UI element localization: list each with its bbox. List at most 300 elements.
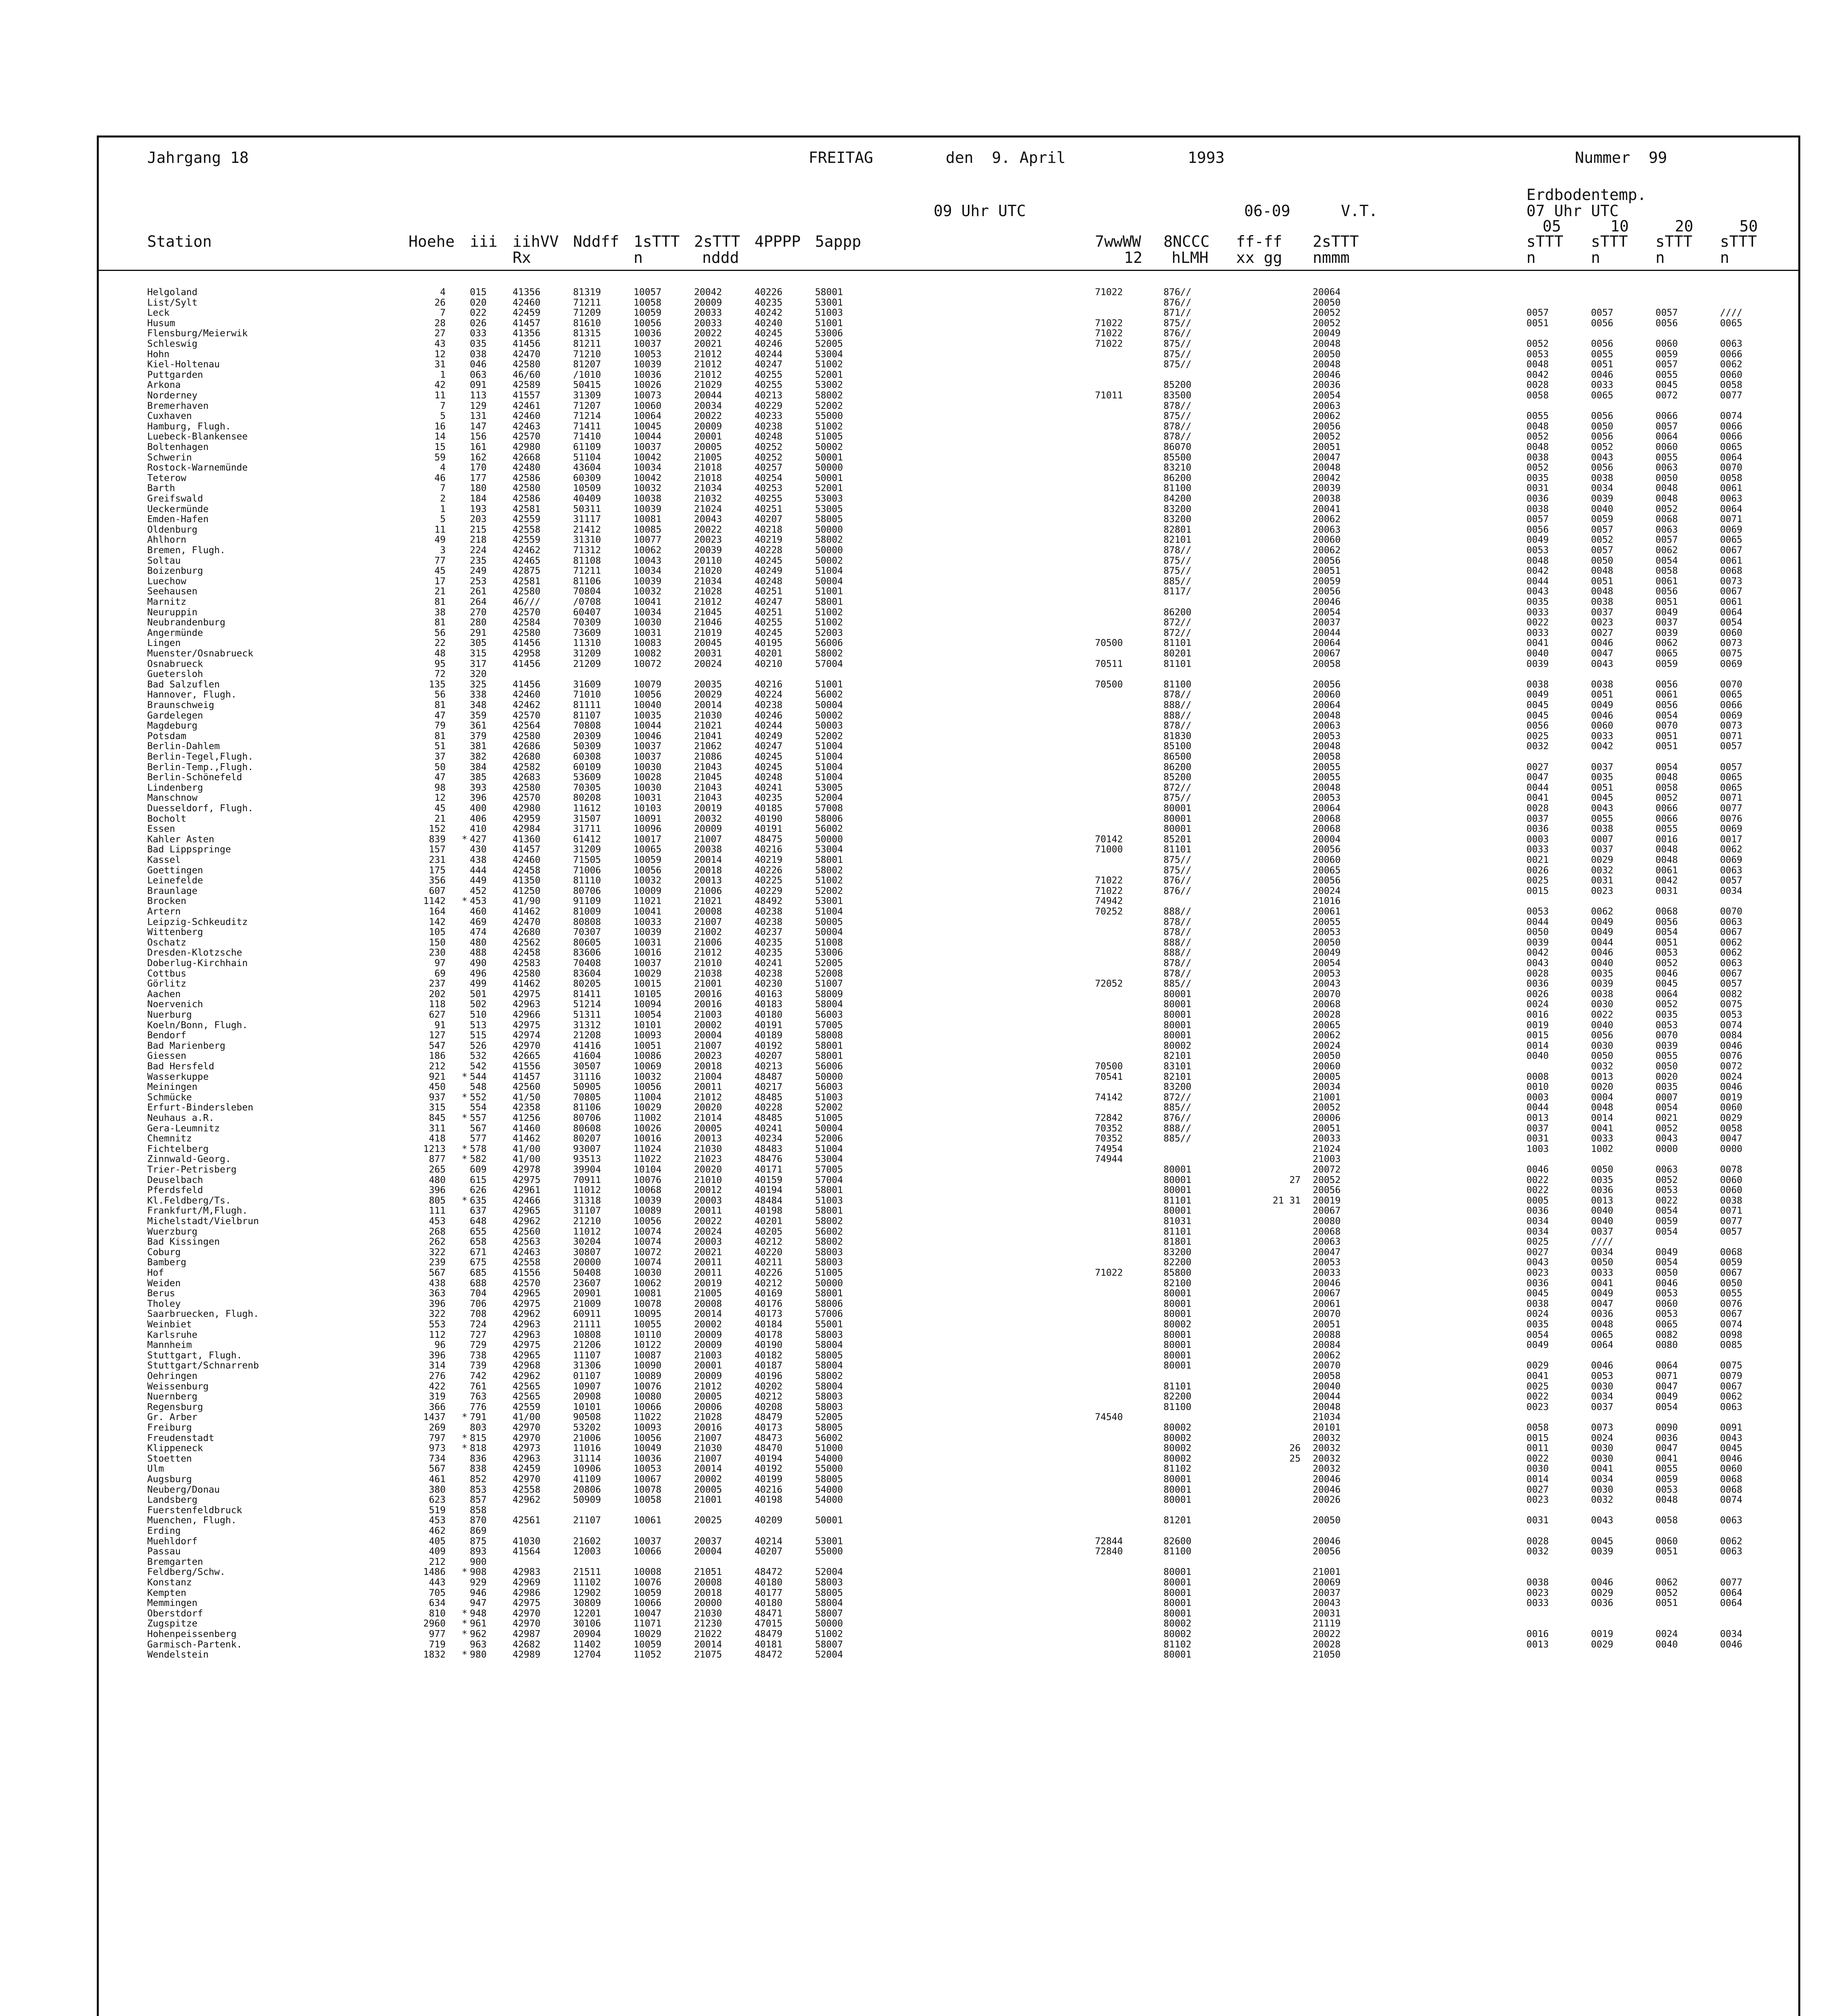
station-name: Frankfurt/M,Flugh.: [147, 1206, 248, 1216]
elevation: 81: [434, 597, 446, 607]
soil-temp-20: 0061: [1656, 689, 1678, 700]
group-8nccc: 82600: [1163, 1536, 1192, 1547]
soil-temp-20: 0053: [1656, 1288, 1678, 1299]
soil-temp-10: 0065: [1591, 390, 1614, 401]
table-row: [99, 752, 1798, 762]
group-vt-2sttt: 20052: [1313, 1175, 1341, 1185]
group-iihvv: 42961: [513, 1185, 541, 1196]
group-4pppp: 48483: [755, 1143, 783, 1154]
group-iihvv: 42466: [513, 1195, 541, 1206]
soil-temp-10: 0020: [1591, 1082, 1614, 1093]
soil-temp-50: 0077: [1720, 390, 1743, 401]
group-4pppp: 40210: [755, 658, 783, 669]
soil-temp-05: 0038: [1526, 452, 1549, 463]
col-ffff: ff-ff: [1236, 233, 1282, 250]
soil-temp-20: 0056: [1656, 679, 1678, 690]
group-iihvv: 42970: [513, 1474, 541, 1485]
soil-temp-20: 0051: [1656, 937, 1678, 948]
soil-temp-20: 0070: [1656, 1030, 1678, 1041]
elevation: 142: [429, 916, 446, 927]
group-2sttt: 20045: [694, 638, 722, 649]
group-5appp: 50000: [815, 1278, 843, 1289]
station-name: Muenster/Osnabrueck: [147, 648, 254, 659]
soil-temp-05: 0005: [1526, 1195, 1549, 1206]
group-4pppp: 40226: [755, 865, 783, 876]
soil-temp-10: 0057: [1591, 524, 1614, 535]
group-8nccc: 875//: [1163, 566, 1192, 577]
soil-temp-10: 0049: [1591, 927, 1614, 938]
group-8nccc: 80001: [1163, 1010, 1192, 1020]
table-row: [99, 360, 1798, 370]
group-4pppp: 40208: [755, 1402, 783, 1412]
group-iihvv: 42970: [513, 1040, 541, 1051]
station-name: Ulm: [147, 1464, 164, 1475]
station-name: Teterow: [147, 473, 186, 483]
group-1sttt: 10032: [634, 483, 662, 494]
soil-temp-10: 0046: [1591, 710, 1614, 721]
table-row: [99, 1475, 1798, 1485]
group-nddff: 31209: [573, 648, 601, 659]
group-8nccc: 875//: [1163, 318, 1192, 329]
soil-temp-10: 0056: [1591, 462, 1614, 473]
soil-temp-50: 0057: [1720, 1226, 1743, 1237]
group-2sttt: 21034: [694, 483, 722, 494]
soil-temp-50: 0067: [1720, 586, 1743, 597]
soil-temp-05: 0034: [1526, 1226, 1549, 1237]
soil-temp-50: 0060: [1720, 1102, 1743, 1113]
table-row: [99, 1640, 1798, 1650]
soil-temp-05: 0038: [1526, 1577, 1549, 1588]
group-8nccc: 80001: [1163, 1587, 1192, 1598]
soil-temp-10: 0030: [1591, 1381, 1614, 1392]
soil-temp-05: 0039: [1526, 658, 1549, 669]
soil-temp-10: 0047: [1591, 1298, 1614, 1309]
group-vt-2sttt: 20063: [1313, 721, 1341, 731]
station-index: 858: [470, 1505, 487, 1516]
group-vt-2sttt: 20064: [1313, 803, 1341, 814]
elevation: 157: [429, 844, 446, 855]
station-index: 510: [470, 1010, 487, 1020]
station-name: Oldenburg: [147, 524, 198, 535]
group-2sttt: 21051: [694, 1567, 722, 1578]
group-vt-2sttt: 20053: [1313, 731, 1341, 741]
station-name: Stoetten: [147, 1453, 192, 1464]
soil-temp-50: 0061: [1720, 597, 1743, 607]
soil-temp-05: 0022: [1526, 1185, 1549, 1196]
soil-temp-05: 0056: [1526, 721, 1549, 731]
group-vt-2sttt: 20033: [1313, 1268, 1341, 1278]
station-index: 184: [470, 494, 487, 504]
station-index: 147: [470, 421, 487, 432]
station-index: 761: [470, 1381, 487, 1392]
station-index: 893: [470, 1546, 487, 1557]
station-index: 129: [470, 400, 487, 411]
soil-temp-10: 0038: [1591, 824, 1614, 835]
soil-temp-20: 0052: [1656, 1175, 1678, 1185]
station-name: Leinefelde: [147, 875, 203, 886]
elevation: 453: [429, 1515, 446, 1526]
soil-temp-20: 0047: [1656, 1443, 1678, 1454]
group-iihvv: 42686: [513, 741, 541, 752]
station-index: 946: [470, 1587, 487, 1598]
group-5appp: 51004: [815, 772, 843, 783]
group-iihvv: 42970: [513, 1608, 541, 1619]
soil-temp-10: 0050: [1591, 1257, 1614, 1268]
soil-temp-05: 0029: [1526, 1360, 1549, 1371]
group-1sttt: 10081: [634, 1288, 662, 1299]
group-5appp: 53001: [815, 896, 843, 907]
station-name: Konstanz: [147, 1577, 192, 1588]
station-index: 852: [470, 1474, 487, 1485]
soil-temp-20: 0059: [1656, 1216, 1678, 1227]
elevation: 1213: [423, 1143, 446, 1154]
group-2sttt: 21034: [694, 576, 722, 587]
group-nddff: 81211: [573, 339, 601, 349]
table-row: [99, 566, 1798, 576]
station-index: 738: [470, 1350, 487, 1361]
group-nddff: 71207: [573, 400, 601, 411]
soil-temp-50: 0077: [1720, 1216, 1743, 1227]
group-4pppp: 40245: [755, 627, 783, 638]
soil-temp-20: 0048: [1656, 844, 1678, 855]
group-4pppp: 40249: [755, 731, 783, 741]
soil-temp-05: 0028: [1526, 968, 1549, 979]
soil-temp-20: 0051: [1656, 1546, 1678, 1557]
group-nddff: 81110: [573, 875, 601, 886]
group-5appp: 53001: [815, 297, 843, 308]
group-8nccc: 80001: [1163, 1340, 1192, 1351]
table-row: [99, 525, 1798, 535]
group-iihvv: 42962: [513, 1309, 541, 1320]
group-8nccc: 82101: [1163, 1071, 1192, 1082]
table-row: [99, 504, 1798, 514]
group-vt-2sttt: 20037: [1313, 617, 1341, 628]
station-name: Bad Lippspringe: [147, 844, 231, 855]
group-5appp: 50004: [815, 1123, 843, 1134]
mountain-mark: *: [462, 1195, 467, 1206]
group-8nccc: 80001: [1163, 1495, 1192, 1506]
group-iihvv: 42980: [513, 803, 541, 814]
group-2sttt: 20004: [694, 1546, 722, 1557]
group-8nccc: 885//: [1163, 979, 1192, 989]
station-index: 430: [470, 844, 487, 855]
group-5appp: 57008: [815, 803, 843, 814]
group-2sttt: 20019: [694, 1278, 722, 1289]
soil-temp-50: 0064: [1720, 504, 1743, 514]
station-name: Aachen: [147, 989, 181, 1000]
group-8nccc: 80001: [1163, 1298, 1192, 1309]
table-row: [99, 700, 1798, 710]
table-row: [99, 1392, 1798, 1402]
group-8nccc: 878//: [1163, 916, 1192, 927]
table-row: [99, 1402, 1798, 1412]
station-name: Boltenhagen: [147, 442, 209, 452]
soil-temp-50: 0019: [1720, 1092, 1743, 1103]
group-8nccc: 80001: [1163, 1360, 1192, 1371]
table-row: [99, 308, 1798, 318]
station-name: Goettingen: [147, 865, 203, 876]
group-5appp: 58001: [815, 287, 843, 298]
station-name: Helgoland: [147, 287, 198, 298]
group-nddff: 30807: [573, 1247, 601, 1258]
group-1sttt: 10065: [634, 844, 662, 855]
group-4pppp: 40212: [755, 1278, 783, 1289]
group-1sttt: 10034: [634, 566, 662, 577]
soil-temp-05: 0022: [1526, 1391, 1549, 1402]
group-vt-2sttt: 20061: [1313, 906, 1341, 917]
group-2sttt: 20016: [694, 989, 722, 1000]
soil-temp-20: 0048: [1656, 494, 1678, 504]
group-1sttt: 10096: [634, 824, 662, 835]
group-vt-2sttt: 20068: [1313, 824, 1341, 835]
station-index: 615: [470, 1175, 487, 1185]
group-5appp: 58006: [815, 813, 843, 824]
station-name: Bad Hersfeld: [147, 1061, 215, 1072]
soil-temp-05: 0021: [1526, 855, 1549, 865]
soil-temp-20: 0058: [1656, 1515, 1678, 1526]
group-4pppp: 40255: [755, 617, 783, 628]
soil-temp-10: 0046: [1591, 1360, 1614, 1371]
group-vt-2sttt: 20043: [1313, 1598, 1341, 1609]
group-4pppp: 40190: [755, 1340, 783, 1351]
group-4pppp: 48472: [755, 1567, 783, 1578]
station-index: 948: [470, 1608, 487, 1619]
table-row: [99, 514, 1798, 525]
group-nddff: 40409: [573, 494, 601, 504]
group-2sttt: 21043: [694, 762, 722, 773]
soil-temp-20: 0049: [1656, 607, 1678, 618]
group-vt-2sttt: 20042: [1313, 473, 1341, 483]
soil-temp-50: 0063: [1720, 865, 1743, 876]
group-4pppp: 40163: [755, 989, 783, 1000]
table-row: [99, 1464, 1798, 1474]
station-name: Muehldorf: [147, 1536, 198, 1547]
group-2sttt: 21004: [694, 1071, 722, 1082]
soil-temp-20: 0042: [1656, 875, 1678, 886]
table-row: [99, 680, 1798, 690]
group-vt-2sttt: 20065: [1313, 1020, 1341, 1031]
soil-temp-10: 0039: [1591, 1546, 1614, 1557]
elevation: 607: [429, 885, 446, 896]
soil-temp-05: 0036: [1526, 824, 1549, 835]
group-nddff: 21210: [573, 1216, 601, 1227]
elevation: 97: [434, 958, 446, 968]
elevation: 21: [434, 813, 446, 824]
soil-temp-20: 0070: [1656, 721, 1678, 731]
group-8nccc: 81100: [1163, 679, 1192, 690]
station-index: 548: [470, 1082, 487, 1093]
soil-temp-20: 0052: [1656, 958, 1678, 968]
group-vt-2sttt: 20062: [1313, 1030, 1341, 1041]
group-ffff: 26: [1289, 1443, 1301, 1454]
group-1sttt: 10074: [634, 1237, 662, 1248]
station-name: Berlin-Temp.,Flugh.: [147, 762, 254, 773]
table-row: [99, 1547, 1798, 1557]
station-name: Puttgarden: [147, 369, 203, 380]
group-4pppp: 48476: [755, 1154, 783, 1165]
group-5appp: 56006: [815, 1061, 843, 1072]
group-8nccc: 80002: [1163, 1422, 1192, 1433]
group-2sttt: 20031: [694, 648, 722, 659]
soil-temp-50: 0082: [1720, 989, 1743, 1000]
elevation: 3: [440, 545, 446, 556]
group-vt-2sttt: 20088: [1313, 1329, 1341, 1340]
soil-temp-05: 0028: [1526, 803, 1549, 814]
soil-temp-50: 0046: [1720, 1639, 1743, 1650]
group-2sttt: 20001: [694, 1360, 722, 1371]
group-4pppp: 40229: [755, 400, 783, 411]
table-row: [99, 463, 1798, 473]
soil-temp-05: 0014: [1526, 1474, 1549, 1485]
soil-temp-20: 0054: [1656, 762, 1678, 773]
soil-temp-50: 0067: [1720, 968, 1743, 979]
station-name: Wittenberg: [147, 927, 203, 938]
station-index: 444: [470, 865, 487, 876]
group-iihvv: 42984: [513, 824, 541, 835]
soil-temp-10: 0062: [1591, 906, 1614, 917]
elevation: 79: [434, 721, 446, 731]
group-nddff: 31507: [573, 813, 601, 824]
group-7wwww: 71022: [1095, 875, 1123, 886]
group-iihvv: 42558: [513, 1484, 541, 1495]
soil-temp-50: 0067: [1720, 1309, 1743, 1320]
elevation: 418: [429, 1133, 446, 1144]
station-name: Luebeck-Blankensee: [147, 431, 248, 442]
station-name: Michelstadt/Vielbrun: [147, 1216, 259, 1227]
group-7wwww: 72052: [1095, 979, 1123, 989]
station-name: Augsburg: [147, 1474, 192, 1485]
group-2sttt: 20033: [694, 318, 722, 329]
group-1sttt: 10066: [634, 1598, 662, 1609]
soil-temp-10: 0051: [1591, 689, 1614, 700]
soil-temp-50: 0067: [1720, 1381, 1743, 1392]
group-nddff: 80808: [573, 916, 601, 927]
group-nddff: 71312: [573, 545, 601, 556]
group-vt-2sttt: 20046: [1313, 1536, 1341, 1547]
group-4pppp: 40189: [755, 1030, 783, 1041]
soil-temp-20: 0045: [1656, 380, 1678, 391]
group-1sttt: 10039: [634, 927, 662, 938]
station-name: Cuxhaven: [147, 411, 192, 422]
elevation: 322: [429, 1309, 446, 1320]
group-5appp: 50000: [815, 834, 843, 845]
group-8nccc: 875//: [1163, 349, 1192, 360]
table-row: [99, 1051, 1798, 1061]
group-nddff: 10509: [573, 483, 601, 494]
group-8nccc: 872//: [1163, 1092, 1192, 1103]
station-name: Bad Marienberg: [147, 1040, 225, 1051]
group-nddff: 71410: [573, 431, 601, 442]
group-4pppp: 40248: [755, 576, 783, 587]
elevation: 59: [434, 452, 446, 463]
soil-temp-50: 0062: [1720, 1536, 1743, 1547]
station-name: Muenchen, Flugh.: [147, 1515, 237, 1526]
group-5appp: 53005: [815, 504, 843, 514]
group-1sttt: 10055: [634, 1319, 662, 1330]
col-vt-sttt: 2sTTT: [1313, 233, 1359, 250]
soil-temp-20: 0054: [1656, 1402, 1678, 1412]
table-row: [99, 814, 1798, 824]
group-5appp: 51002: [815, 1629, 843, 1639]
table-row: [99, 773, 1798, 783]
mountain-mark: *: [462, 1154, 467, 1165]
soil-temp-05: 0023: [1526, 1268, 1549, 1278]
table-row: [99, 391, 1798, 401]
soil-temp-10: 0030: [1591, 1040, 1614, 1051]
table-row: [99, 1062, 1798, 1072]
soil-temp-10: 0040: [1591, 958, 1614, 968]
group-5appp: 55000: [815, 411, 843, 422]
table-row: [99, 866, 1798, 876]
station-index: 513: [470, 1020, 487, 1031]
group-vt-2sttt: 20062: [1313, 411, 1341, 422]
elevation: 845: [429, 1113, 446, 1123]
group-vt-2sttt: 20056: [1313, 679, 1341, 690]
soil-temp-05: 0035: [1526, 473, 1549, 483]
table-row: [99, 917, 1798, 927]
group-iihvv: 42974: [513, 1030, 541, 1041]
group-nddff: 71505: [573, 855, 601, 865]
group-1sttt: 10039: [634, 504, 662, 514]
group-nddff: 71006: [573, 865, 601, 876]
group-iihvv: 41462: [513, 906, 541, 917]
station-name: Guetersloh: [147, 669, 203, 680]
group-nddff: 10906: [573, 1464, 601, 1475]
group-7wwww: 71011: [1095, 390, 1123, 401]
soil-temp-05: 0043: [1526, 958, 1549, 968]
soil-temp-20: 0056: [1656, 916, 1678, 927]
soil-temp-05: 0057: [1526, 308, 1549, 319]
group-2sttt: 20002: [694, 1020, 722, 1031]
elevation: 937: [429, 1092, 446, 1103]
soil-temp-50: 0070: [1720, 462, 1743, 473]
group-1sttt: 10044: [634, 721, 662, 731]
soil-temp-20: 0055: [1656, 452, 1678, 463]
table-row: [99, 969, 1798, 979]
group-2sttt: 21019: [694, 627, 722, 638]
group-5appp: 55000: [815, 1464, 843, 1475]
group-nddff: 81207: [573, 359, 601, 370]
group-iihvv: 42580: [513, 627, 541, 638]
table-row: [99, 1020, 1798, 1031]
soil-temp-20: 0058: [1656, 566, 1678, 577]
station-name: Nuerburg: [147, 1010, 192, 1020]
table-row: [99, 329, 1798, 339]
group-1sttt: 10057: [634, 287, 662, 298]
table-row: [99, 1454, 1798, 1464]
soil-temp-50: 0063: [1720, 958, 1743, 968]
col-soil-sttt-10: sTTT: [1591, 233, 1628, 250]
station-index: 091: [470, 380, 487, 391]
group-8nccc: 81101: [1163, 1195, 1192, 1206]
group-1sttt: 11002: [634, 1113, 662, 1123]
elevation: 26: [434, 297, 446, 308]
group-2sttt: 21007: [694, 1433, 722, 1443]
soil-temp-10: 0052: [1591, 535, 1614, 546]
group-vt-2sttt: 20051: [1313, 566, 1341, 577]
group-iihvv: 41557: [513, 390, 541, 401]
table-row: [99, 339, 1798, 349]
station-index: 015: [470, 287, 487, 298]
station-name: Kiel-Holtenau: [147, 359, 220, 370]
group-4pppp: 40211: [755, 1257, 783, 1268]
soil-temp-50: 0062: [1720, 1391, 1743, 1402]
group-2sttt: 20023: [694, 1051, 722, 1062]
soil-temp-50: 0038: [1720, 1195, 1743, 1206]
soil-temp-20: 0054: [1656, 555, 1678, 566]
group-8nccc: 83101: [1163, 1061, 1192, 1072]
soil-temp-20: 0045: [1656, 979, 1678, 989]
